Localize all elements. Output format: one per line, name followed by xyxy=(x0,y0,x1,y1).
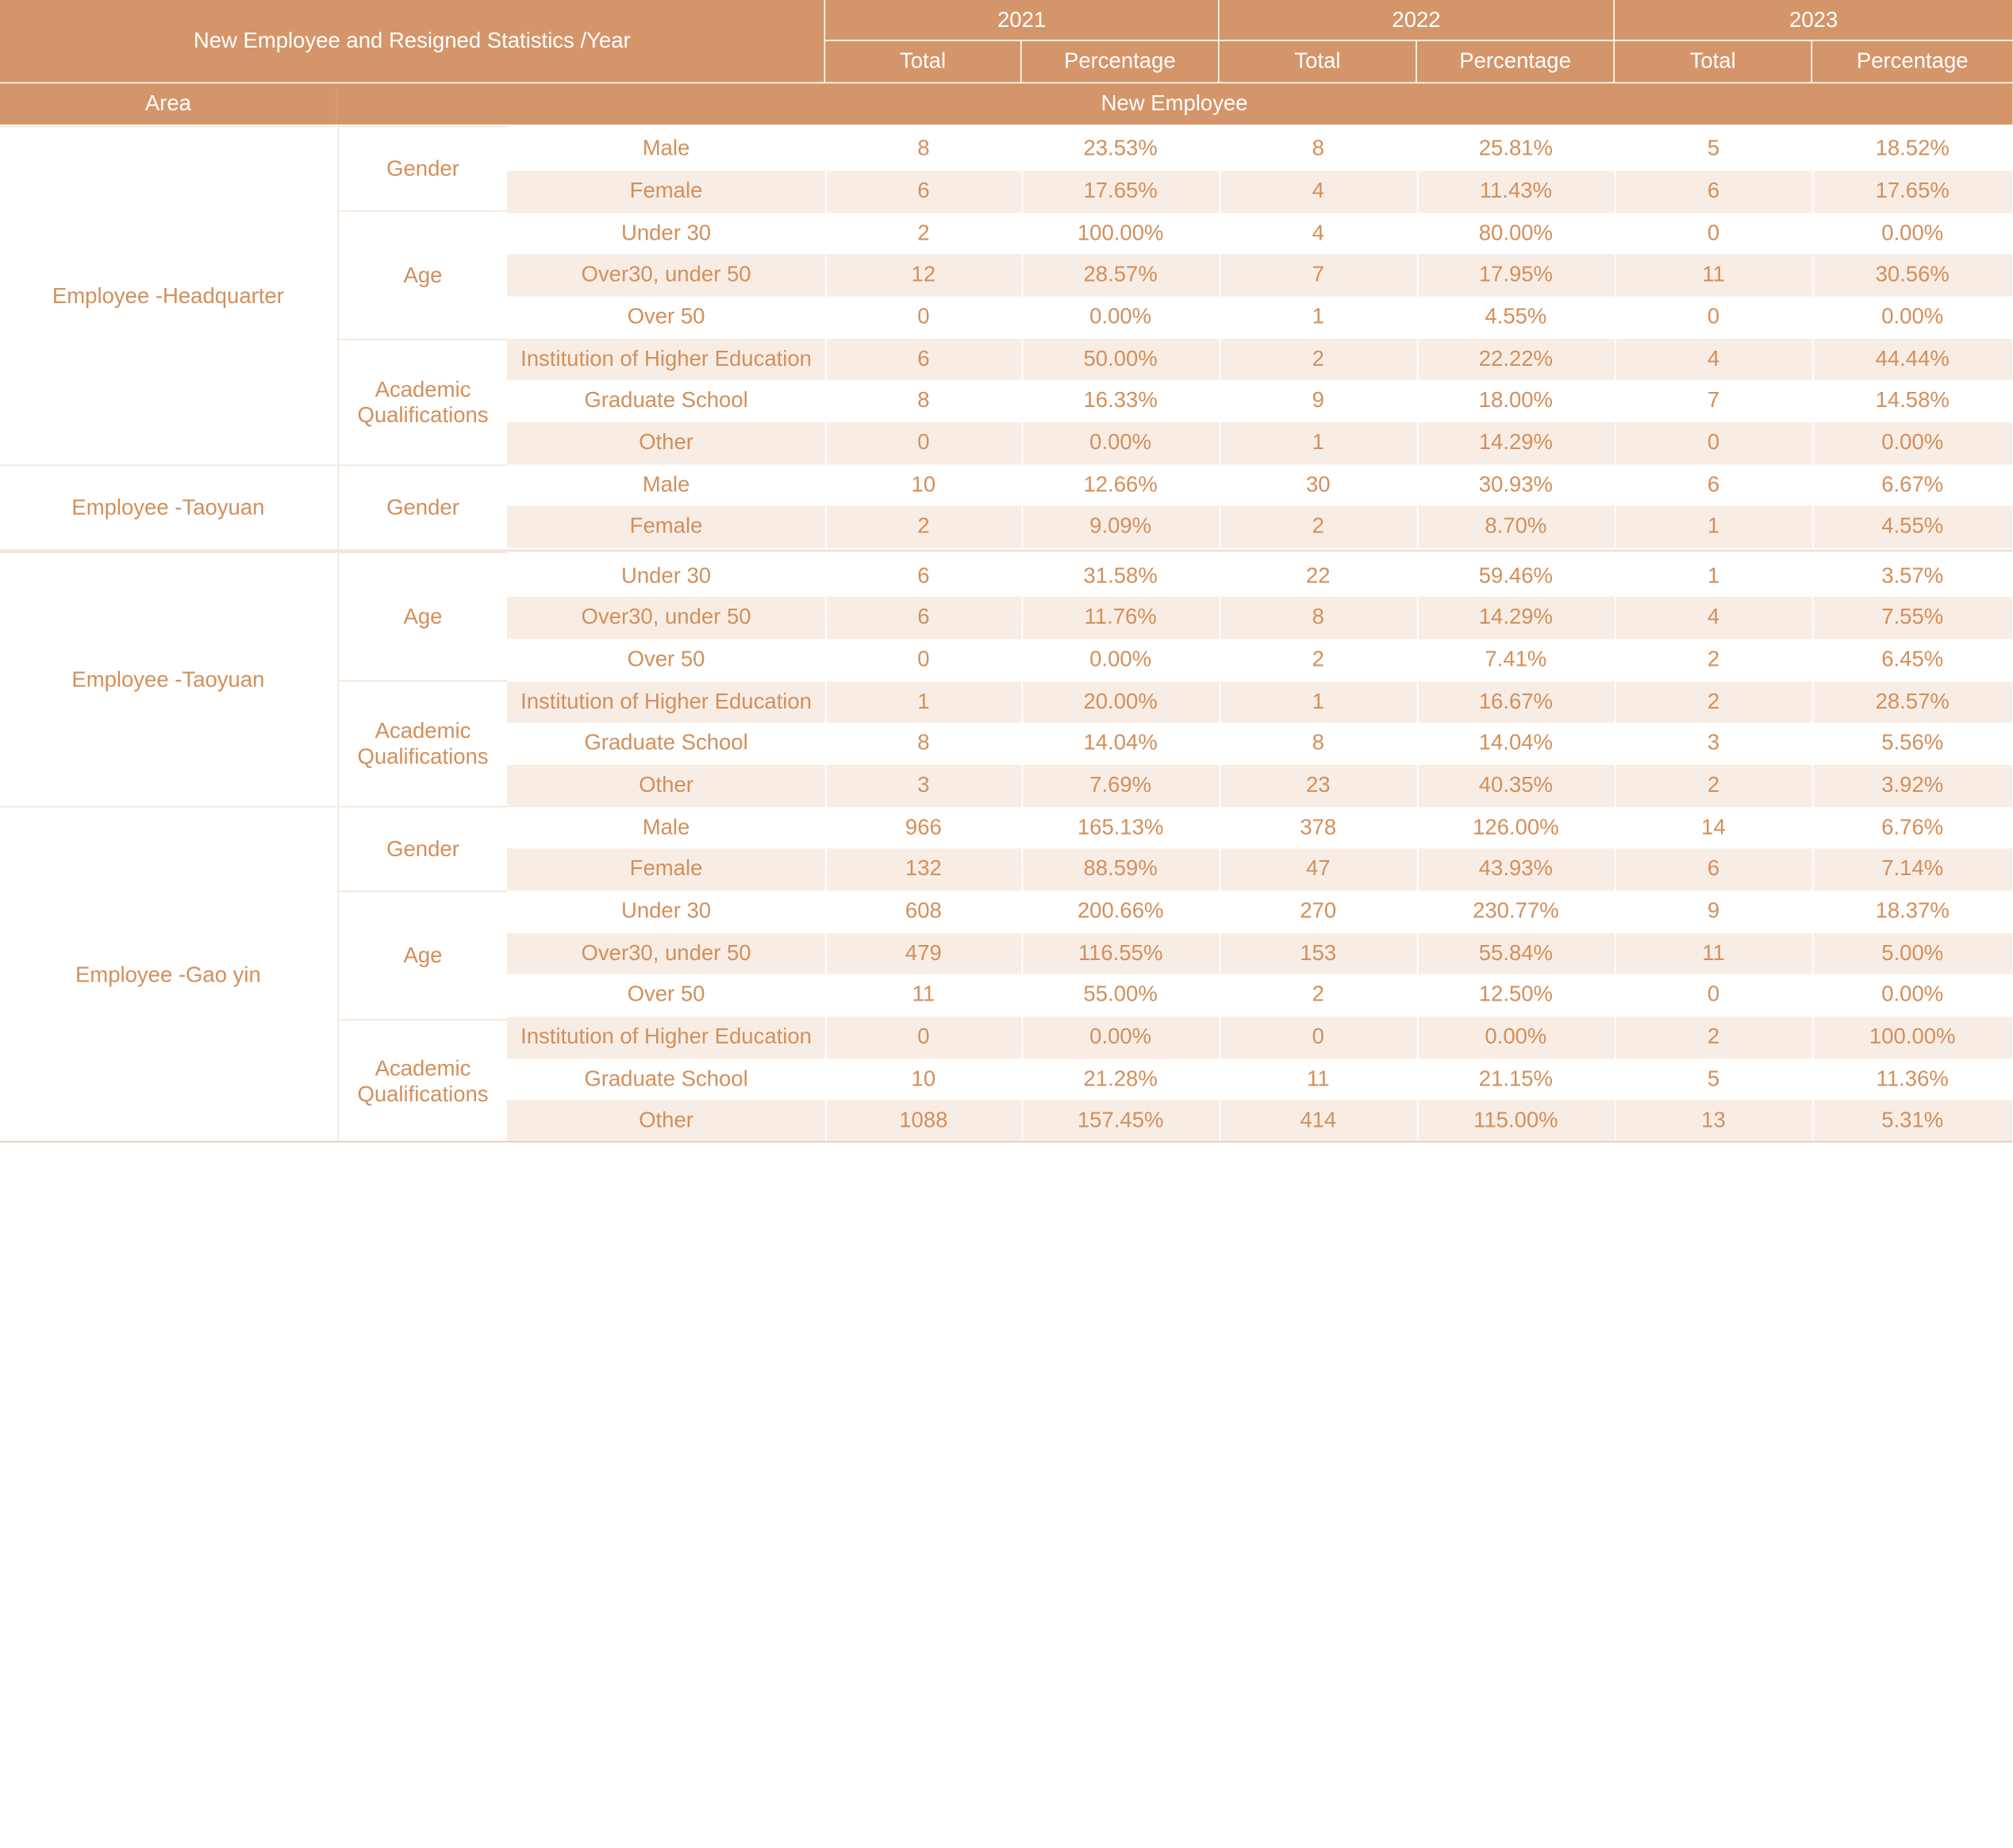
row-label: Over30, under 50 xyxy=(581,941,751,966)
table-cell: 0 xyxy=(1707,304,1720,329)
col-header-percentage: Percentage xyxy=(1022,41,1218,83)
table-cell: 18.00% xyxy=(1478,387,1554,413)
table-cell: 3 xyxy=(1707,730,1720,755)
table-cell: 5 xyxy=(1707,1066,1720,1092)
table-cell: 9.09% xyxy=(1089,513,1152,539)
table-cell: 4 xyxy=(1312,179,1324,204)
table-cell: 4.55% xyxy=(1485,304,1547,329)
table-cell: 7.69% xyxy=(1089,773,1152,798)
table-cell: 4 xyxy=(1312,221,1324,246)
table-cell: 115.00% xyxy=(1473,1108,1558,1133)
col-header-total: Total xyxy=(825,41,1020,83)
table-cell: 11.76% xyxy=(1084,605,1157,630)
table-cell: 5.56% xyxy=(1881,730,1944,755)
table-cell: 8 xyxy=(1312,605,1324,630)
table-cell: 7.55% xyxy=(1881,605,1944,630)
table-cell: 6 xyxy=(1707,179,1720,204)
table-cell: 0 xyxy=(917,304,930,329)
table-cell: 44.44% xyxy=(1875,347,1950,371)
table-cell: 126.00% xyxy=(1473,815,1559,840)
row-label: Over 50 xyxy=(627,647,705,672)
table-bottom-border xyxy=(0,1141,2012,1143)
table-cell: 12.66% xyxy=(1083,472,1158,498)
table-cell: 0 xyxy=(917,1024,930,1050)
table-cell: 23.53% xyxy=(1083,136,1158,161)
table-cell: 21.28% xyxy=(1083,1066,1158,1092)
table-cell: 0.00% xyxy=(1881,982,1944,1007)
table-cell: 80.00% xyxy=(1478,221,1554,246)
category-label: Age xyxy=(337,891,507,1020)
table-cell: 132 xyxy=(905,856,942,882)
table-cell: 2 xyxy=(1707,647,1720,672)
table-cell: 4 xyxy=(1707,347,1720,371)
area-header: Area xyxy=(0,83,336,125)
category-label: Gender xyxy=(337,126,507,211)
table-cell: 6 xyxy=(1707,472,1720,498)
table-cell: 2 xyxy=(917,513,930,539)
column-divider xyxy=(1812,126,1814,1143)
table-cell: 3.57% xyxy=(1881,563,1944,589)
table-cell: 23 xyxy=(1305,773,1331,798)
table-cell: 1088 xyxy=(899,1108,948,1133)
table-cell: 200.66% xyxy=(1077,898,1164,924)
table-cell: 43.93% xyxy=(1478,856,1554,882)
category-label: Age xyxy=(337,210,507,339)
table-cell: 230.77% xyxy=(1473,898,1559,924)
table-cell: 17.65% xyxy=(1875,179,1950,204)
table-cell: 8 xyxy=(1312,136,1324,161)
table-cell: 4.55% xyxy=(1881,513,1944,539)
table-cell: 11 xyxy=(1702,262,1725,287)
row-label: Male xyxy=(642,472,690,498)
section-divider xyxy=(0,549,2012,551)
row-label: Over30, under 50 xyxy=(581,262,751,287)
table-cell: 0 xyxy=(1312,1024,1324,1050)
table-cell: 14.04% xyxy=(1083,730,1158,755)
table-cell: 8 xyxy=(917,136,930,161)
row-label: Male xyxy=(642,136,690,161)
table-cell: 14.29% xyxy=(1478,430,1554,455)
table-cell: 157.45% xyxy=(1077,1108,1164,1133)
table-cell: 17.65% xyxy=(1083,179,1158,204)
table-cell: 608 xyxy=(905,898,942,924)
table-cell: 8 xyxy=(917,387,930,413)
table-cell: 153 xyxy=(1300,941,1337,966)
table-cell: 25.81% xyxy=(1478,136,1554,161)
table-cell: 40.35% xyxy=(1478,773,1554,798)
table-title: New Employee and Resigned Statistics /Year xyxy=(0,0,824,83)
table-cell: 0.00% xyxy=(1089,647,1152,672)
column-divider xyxy=(1220,126,1221,1143)
table-cell: 22.22% xyxy=(1478,347,1554,371)
table-cell: 0.00% xyxy=(1089,304,1152,329)
table-cell: 0.00% xyxy=(1485,1024,1547,1050)
table-cell: 50.00% xyxy=(1083,347,1158,371)
table-cell: 6.76% xyxy=(1881,815,1944,840)
category-label: Academic Qualifications xyxy=(337,339,507,465)
table-cell: 11 xyxy=(1306,1066,1330,1092)
table-cell: 9 xyxy=(1707,898,1720,924)
table-cell: 21.15% xyxy=(1478,1066,1554,1092)
table-cell: 5 xyxy=(1707,136,1720,161)
row-label: Institution of Higher Education xyxy=(521,347,812,371)
table-cell: 30.93% xyxy=(1478,472,1554,498)
table-cell: 0 xyxy=(1707,430,1720,455)
table-cell: 1 xyxy=(1312,430,1324,455)
row-label: Male xyxy=(642,815,690,840)
table-cell: 100.00% xyxy=(1077,221,1164,246)
category-label: Gender xyxy=(337,806,507,891)
table-cell: 31.58% xyxy=(1083,563,1158,589)
table-cell: 7 xyxy=(1707,387,1720,413)
table-cell: 30 xyxy=(1305,472,1331,498)
row-label: Institution of Higher Education xyxy=(521,1024,812,1050)
table-cell: 7.41% xyxy=(1485,647,1547,672)
table-cell: 5.00% xyxy=(1881,941,1944,966)
row-label: Over30, under 50 xyxy=(581,605,751,630)
table-cell: 1 xyxy=(1707,563,1720,589)
area-label: Employee -Taoyuan xyxy=(0,552,336,806)
row-label: Under 30 xyxy=(620,898,712,924)
area-label: Employee -Gao yin xyxy=(0,806,336,1143)
table-cell: 1 xyxy=(1312,304,1324,329)
table-cell: 6 xyxy=(917,347,930,371)
column-divider xyxy=(825,126,827,1143)
table-cell: 20.00% xyxy=(1083,690,1158,714)
row-label: Female xyxy=(629,179,703,204)
table-cell: 2 xyxy=(1312,982,1324,1007)
table-cell: 414 xyxy=(1300,1108,1337,1133)
area-label: Employee -Headquarter xyxy=(0,126,336,465)
table-cell: 966 xyxy=(905,815,942,840)
row-label: Over 50 xyxy=(627,982,705,1007)
table-cell: 47 xyxy=(1305,856,1331,882)
table-cell: 16.67% xyxy=(1478,690,1554,714)
row-label: Under 30 xyxy=(620,563,712,589)
table-cell: 270 xyxy=(1300,898,1337,924)
table-cell: 14.29% xyxy=(1478,605,1554,630)
table-cell: 11 xyxy=(912,982,935,1007)
col-header-percentage: Percentage xyxy=(1417,41,1613,83)
table-cell: 1 xyxy=(1312,690,1324,714)
area-label: Employee -Taoyuan xyxy=(0,465,336,550)
row-label: Female xyxy=(629,513,703,539)
table-cell: 28.57% xyxy=(1875,690,1950,714)
column-divider xyxy=(1615,126,1616,1143)
table-cell: 8 xyxy=(917,730,930,755)
table-cell: 1 xyxy=(1707,513,1720,539)
table-cell: 30.56% xyxy=(1875,262,1950,287)
row-label: Graduate School xyxy=(584,730,748,755)
table-cell: 59.46% xyxy=(1478,563,1554,589)
table-cell: 10 xyxy=(911,1066,936,1092)
row-label: Female xyxy=(629,856,703,882)
table-cell: 18.37% xyxy=(1875,898,1950,924)
category-label: Academic Qualifications xyxy=(337,1019,507,1142)
row-label: Over 50 xyxy=(627,304,705,329)
table-cell: 4 xyxy=(1707,605,1720,630)
table-cell: 16.33% xyxy=(1083,387,1158,413)
table-cell: 3 xyxy=(917,773,930,798)
table-cell: 6.67% xyxy=(1881,472,1944,498)
table-cell: 479 xyxy=(905,941,942,966)
table-cell: 2 xyxy=(1707,1024,1720,1050)
table-cell: 100.00% xyxy=(1869,1024,1956,1050)
table-cell: 12 xyxy=(911,262,936,287)
table-cell: 7.14% xyxy=(1881,856,1944,882)
table-cell: 2 xyxy=(1312,347,1324,371)
row-label: Under 30 xyxy=(620,221,712,246)
row-label: Other xyxy=(639,773,693,798)
section-header: New Employee xyxy=(336,83,2013,125)
category-label: Age xyxy=(337,552,507,681)
table-cell: 55.00% xyxy=(1083,982,1158,1007)
table-cell: 0 xyxy=(1707,221,1720,246)
col-header-total: Total xyxy=(1615,41,1811,83)
table-cell: 0.00% xyxy=(1881,430,1944,455)
table-cell: 8.70% xyxy=(1485,513,1547,539)
table-cell: 0.00% xyxy=(1881,221,1944,246)
table-cell: 11.43% xyxy=(1479,179,1553,204)
table-cell: 6 xyxy=(1707,856,1720,882)
row-label: Graduate School xyxy=(584,387,748,413)
table-cell: 0 xyxy=(917,430,930,455)
table-cell: 11 xyxy=(1702,941,1725,966)
table-cell: 12.50% xyxy=(1478,982,1554,1007)
category-label: Gender xyxy=(337,465,507,550)
table-cell: 165.13% xyxy=(1077,815,1164,840)
table-cell: 17.95% xyxy=(1478,262,1554,287)
row-label: Graduate School xyxy=(584,1066,748,1092)
table-cell: 2 xyxy=(917,221,930,246)
col-header-percentage: Percentage xyxy=(1812,41,2012,83)
column-divider xyxy=(1022,126,1024,1143)
table-cell: 13 xyxy=(1701,1108,1726,1133)
table-cell: 6 xyxy=(917,605,930,630)
table-cell: 378 xyxy=(1300,815,1337,840)
category-label: Academic Qualifications xyxy=(337,680,507,806)
table-cell: 55.84% xyxy=(1478,941,1554,966)
col-header-total: Total xyxy=(1220,41,1416,83)
year-header-2022: 2022 xyxy=(1220,0,1614,40)
table-cell: 2 xyxy=(1707,690,1720,714)
table-cell: 28.57% xyxy=(1083,262,1158,287)
table-cell: 0 xyxy=(917,647,930,672)
table-cell: 5.31% xyxy=(1881,1108,1944,1133)
table-cell: 22 xyxy=(1305,563,1331,589)
year-header-2021: 2021 xyxy=(825,0,1218,40)
table-cell: 3.92% xyxy=(1881,773,1944,798)
table-cell: 11.36% xyxy=(1876,1066,1949,1092)
table-cell: 6 xyxy=(917,563,930,589)
table-cell: 14 xyxy=(1701,815,1726,840)
table-cell: 0.00% xyxy=(1881,304,1944,329)
table-cell: 88.59% xyxy=(1083,856,1158,882)
table-cell: 6 xyxy=(917,179,930,204)
table-cell: 8 xyxy=(1312,730,1324,755)
row-label: Other xyxy=(639,430,693,455)
year-header-2023: 2023 xyxy=(1615,0,2012,40)
table-cell: 10 xyxy=(911,472,936,498)
table-cell: 14.04% xyxy=(1478,730,1554,755)
row-label: Other xyxy=(639,1108,693,1133)
table-cell: 6.45% xyxy=(1881,647,1944,672)
table-cell: 2 xyxy=(1312,647,1324,672)
table-cell: 2 xyxy=(1312,513,1324,539)
table-cell: 14.58% xyxy=(1875,387,1950,413)
table-cell: 0.00% xyxy=(1089,1024,1152,1050)
table-cell: 1 xyxy=(917,690,930,714)
column-divider xyxy=(1417,126,1419,1143)
table-cell: 7 xyxy=(1312,262,1324,287)
table-cell: 18.52% xyxy=(1875,136,1950,161)
table-cell: 116.55% xyxy=(1078,941,1163,966)
table-cell: 2 xyxy=(1707,773,1720,798)
table-cell: 9 xyxy=(1312,387,1324,413)
table-cell: 0.00% xyxy=(1089,430,1152,455)
row-label: Institution of Higher Education xyxy=(521,690,812,714)
table-cell: 0 xyxy=(1707,982,1720,1007)
